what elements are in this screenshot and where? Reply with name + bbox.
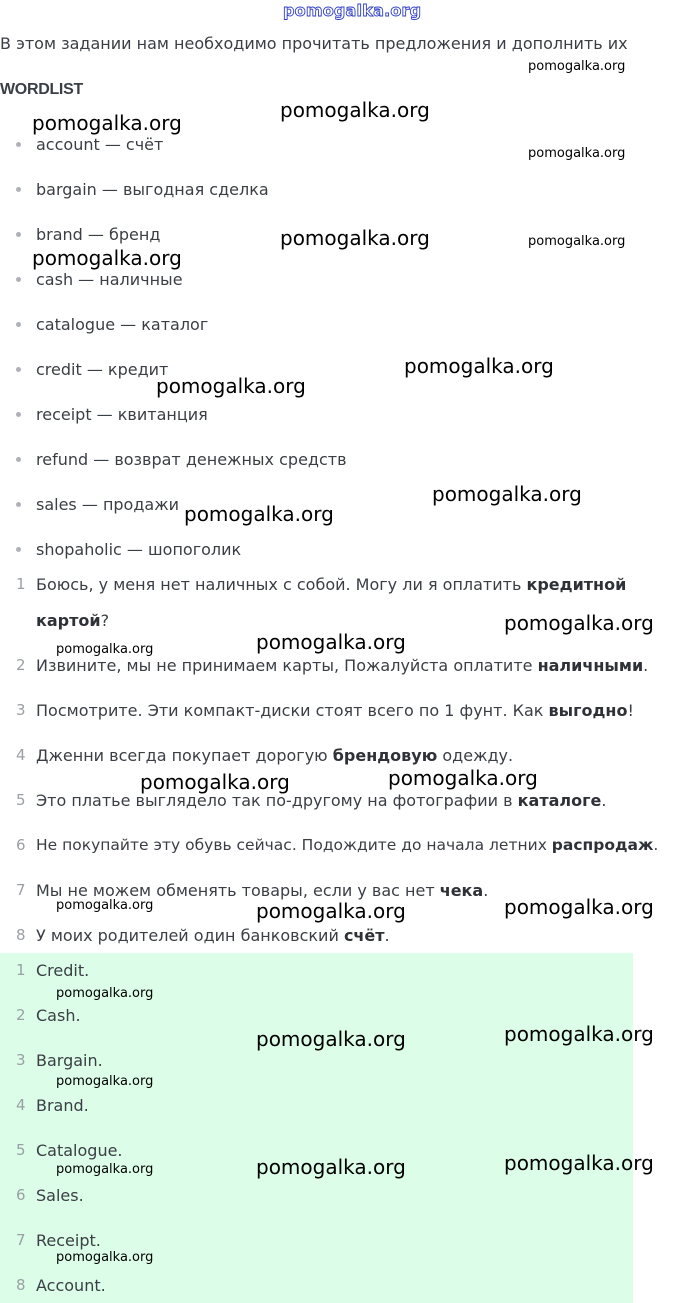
- watermark: pomogalka.org: [504, 611, 654, 635]
- watermark: pomogalka.org: [528, 146, 626, 161]
- answer-text: Credit.: [36, 961, 90, 980]
- sentence-text: Мы не можем обменять товары, если у вас нет чека.: [36, 881, 489, 900]
- watermark: pomogalka.org: [156, 374, 306, 398]
- bullet-icon: [16, 367, 21, 372]
- bullet-icon: [16, 232, 21, 237]
- answer-word: распродаж: [551, 836, 654, 854]
- item-number: 3: [16, 1051, 26, 1069]
- watermark: pomogalka.org: [256, 899, 406, 923]
- list-item-text: cash — наличные: [36, 270, 183, 289]
- list-item-text: shopaholic — шопоголик: [36, 540, 242, 559]
- bullet-icon: [16, 412, 21, 417]
- answer-text: Receipt.: [36, 1231, 101, 1250]
- bullet-icon: [16, 187, 21, 192]
- watermark: pomogalka.org: [56, 1074, 154, 1089]
- item-number: 7: [16, 1231, 26, 1249]
- list-item-text: refund — возврат денежных средств: [36, 450, 347, 469]
- sentence-text: Это платье выглядело так по-другому на фотографии в каталоге.: [36, 791, 607, 810]
- watermark: pomogalka.org: [280, 98, 430, 122]
- watermark: pomogalka.org: [388, 766, 538, 790]
- sentence-text: Посмотрите. Эти компакт-диски стоят всего по 1 фунт. Как выгодно!: [36, 701, 634, 720]
- answer-word: чека: [439, 881, 484, 900]
- watermark: pomogalka.org: [504, 1022, 654, 1046]
- answer-word: кредитной: [526, 575, 627, 594]
- site-logo[interactable]: pomogalka.org: [283, 1, 422, 20]
- bullet-icon: [16, 457, 21, 462]
- watermark: pomogalka.org: [56, 898, 154, 913]
- item-number: 6: [16, 836, 26, 854]
- watermark: pomogalka.org: [256, 1155, 406, 1179]
- item-number: 6: [16, 1186, 26, 1204]
- list-item-text: catalogue — каталог: [36, 315, 209, 334]
- answer-text: Account.: [36, 1276, 106, 1295]
- sentence-text: Боюсь, у меня нет наличных с собой. Могу ли я оплатить кредитной: [36, 575, 627, 594]
- intro-text: В этом задании нам необходимо прочитать предложения и дополнить их: [0, 34, 628, 53]
- bullet-icon: [16, 142, 21, 147]
- answer-word: каталоге: [517, 791, 602, 810]
- item-number: 7: [16, 881, 26, 899]
- answer-text: Cash.: [36, 1006, 81, 1025]
- sentence-text: картой?: [36, 611, 110, 630]
- answer-text: Bargain.: [36, 1051, 103, 1070]
- item-number: 5: [16, 1141, 26, 1159]
- sentence-text: Извините, мы не принимаем карты, Пожалуйста оплатите наличными.: [36, 656, 649, 675]
- watermark: pomogalka.org: [56, 642, 154, 657]
- bullet-icon: [16, 547, 21, 552]
- answer-text: Sales.: [36, 1186, 84, 1205]
- watermark: pomogalka.org: [404, 354, 554, 378]
- answer-text: Catalogue.: [36, 1141, 123, 1160]
- sentence-text: У моих родителей один банковский счёт.: [36, 926, 390, 945]
- answer-word: наличными: [537, 656, 644, 675]
- watermark: pomogalka.org: [140, 770, 290, 794]
- bullet-icon: [16, 502, 21, 507]
- watermark: pomogalka.org: [56, 986, 154, 1001]
- watermark: pomogalka.org: [184, 502, 334, 526]
- list-item-text: brand — бренд: [36, 225, 161, 244]
- watermark: pomogalka.org: [32, 111, 182, 135]
- item-number: 8: [16, 926, 26, 944]
- watermark: pomogalka.org: [32, 246, 182, 270]
- answer-word: брендовую: [332, 746, 438, 765]
- answer-word: выгодно: [548, 701, 628, 720]
- watermark: pomogalka.org: [504, 895, 654, 919]
- bullet-icon: [16, 322, 21, 327]
- answer-word: картой: [36, 611, 101, 630]
- item-number: 1: [16, 575, 26, 593]
- item-number: 3: [16, 701, 26, 719]
- answer-word: счёт: [343, 926, 385, 945]
- bullet-icon: [16, 277, 21, 282]
- item-number: 1: [16, 961, 26, 979]
- list-item-text: credit — кредит: [36, 360, 169, 379]
- watermark: pomogalka.org: [432, 482, 582, 506]
- wordlist-heading: WORDLIST: [0, 81, 83, 98]
- watermark: pomogalka.org: [280, 226, 430, 250]
- sentence-text: Дженни всегда покупает дорогую брендовую одежду.: [36, 746, 514, 765]
- item-number: 4: [16, 746, 26, 764]
- sentence-text: Не покупайте эту обувь сейчас. Подождите до начала летних распродаж.: [36, 836, 659, 854]
- watermark: pomogalka.org: [528, 234, 626, 249]
- list-item-text: sales — продажи: [36, 495, 180, 514]
- list-item-text: account — счёт: [36, 135, 164, 154]
- item-number: 2: [16, 656, 26, 674]
- item-number: 4: [16, 1096, 26, 1114]
- watermark: pomogalka.org: [56, 1250, 154, 1265]
- list-item-text: bargain — выгодная сделка: [36, 180, 269, 199]
- list-item-text: receipt — квитанция: [36, 405, 208, 424]
- watermark: pomogalka.org: [56, 1162, 154, 1177]
- watermark: pomogalka.org: [528, 59, 626, 74]
- answer-text: Brand.: [36, 1096, 89, 1115]
- item-number: 8: [16, 1276, 26, 1294]
- watermark: pomogalka.org: [256, 1027, 406, 1051]
- item-number: 2: [16, 1006, 26, 1024]
- watermark: pomogalka.org: [256, 630, 406, 654]
- item-number: 5: [16, 791, 26, 809]
- watermark: pomogalka.org: [504, 1151, 654, 1175]
